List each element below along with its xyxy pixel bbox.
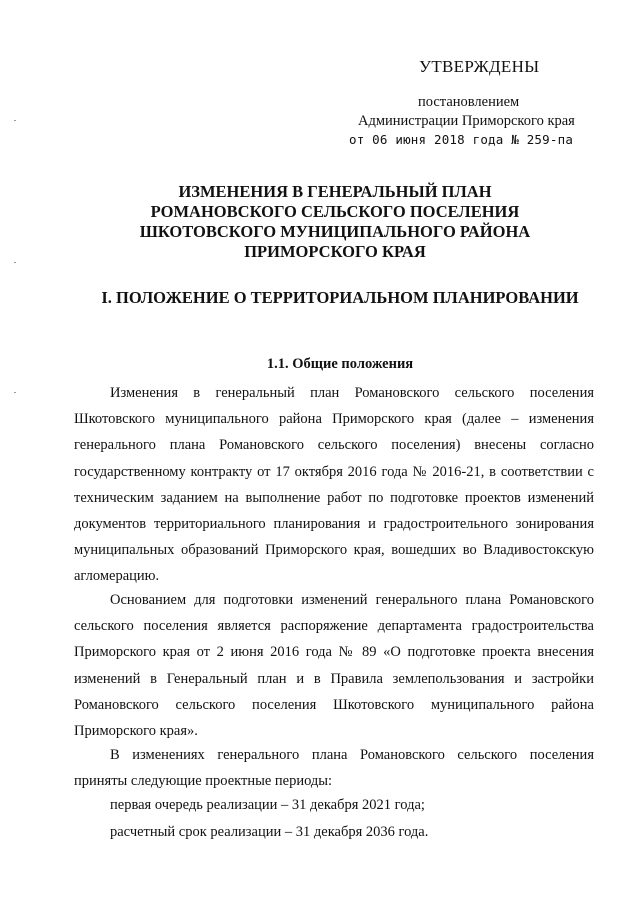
document-title [90,182,580,262]
scan-margin-mark [14,120,16,121]
document-title-line: РОМАНОВСКОГО СЕЛЬСКОГО ПОСЕЛЕНИЯ [150,202,520,221]
paragraph-text: В изменениях генерального плана Романовского сельского поселения приняты следующие проектные периоды: [74,747,594,790]
period-item-first-stage: первая очередь реализации – 31 декабря 2021 года; [110,797,425,813]
section-heading: I. ПОЛОЖЕНИЕ О ТЕРРИТОРИАЛЬНОМ ПЛАНИРОВАНИИ [101,288,579,307]
approval-line-resolution: постановлением [418,94,520,110]
subsection-heading: 1.1. Общие положения [266,356,414,372]
body-paragraph [74,742,594,794]
approval-line-administration: Администрации Приморского края [358,113,575,129]
scan-margin-mark [14,392,16,393]
approval-title: УТВЕРЖДЕНЫ [419,57,540,76]
paragraph-text: Основанием для подготовки изменений генерального плана Романовского сельского поселения является распоряжение департамента градостроительства Приморского края от 2 июня 2016 года № 89 «О подготовке проекта внесения изменений в Генеральный план и в Правила землепользования и застройки Романовского сельского поселения Шкотовского муниципального района Приморского края». [74,592,594,740]
document-title-line: ШКОТОВСКОГО МУНИЦИПАЛЬНОГО РАЙОНА [139,222,531,241]
document-title-line: ИЗМЕНЕНИЯ В ГЕНЕРАЛЬНЫЙ ПЛАН [178,182,492,201]
scan-margin-mark [14,262,16,263]
body-paragraph [74,587,594,744]
period-item-estimated-term: расчетный срок реализации – 31 декабря 2036 года. [110,824,429,840]
approval-date-number-stamp: от 06 июня 2018 года № 259-па [349,132,574,147]
document-title-line: ПРИМОРСКОГО КРАЯ [244,242,426,261]
paragraph-text: Изменения в генеральный план Романовского сельского поселения Шкотовского муниципального района Приморского края (далее – изменения генерального плана Романовского сельского поселения) внесены согласно государственному контракту от 17 октября 2016 года № 2016-21, в соответствии с техническим заданием на выполнение работ по подготовке проектов изменений документов территориального планирования и градостроительного зонирования муниципальных образований Приморского края, вошедших во Владивостокскую агломерацию. [74,385,594,585]
body-paragraph [74,380,594,590]
